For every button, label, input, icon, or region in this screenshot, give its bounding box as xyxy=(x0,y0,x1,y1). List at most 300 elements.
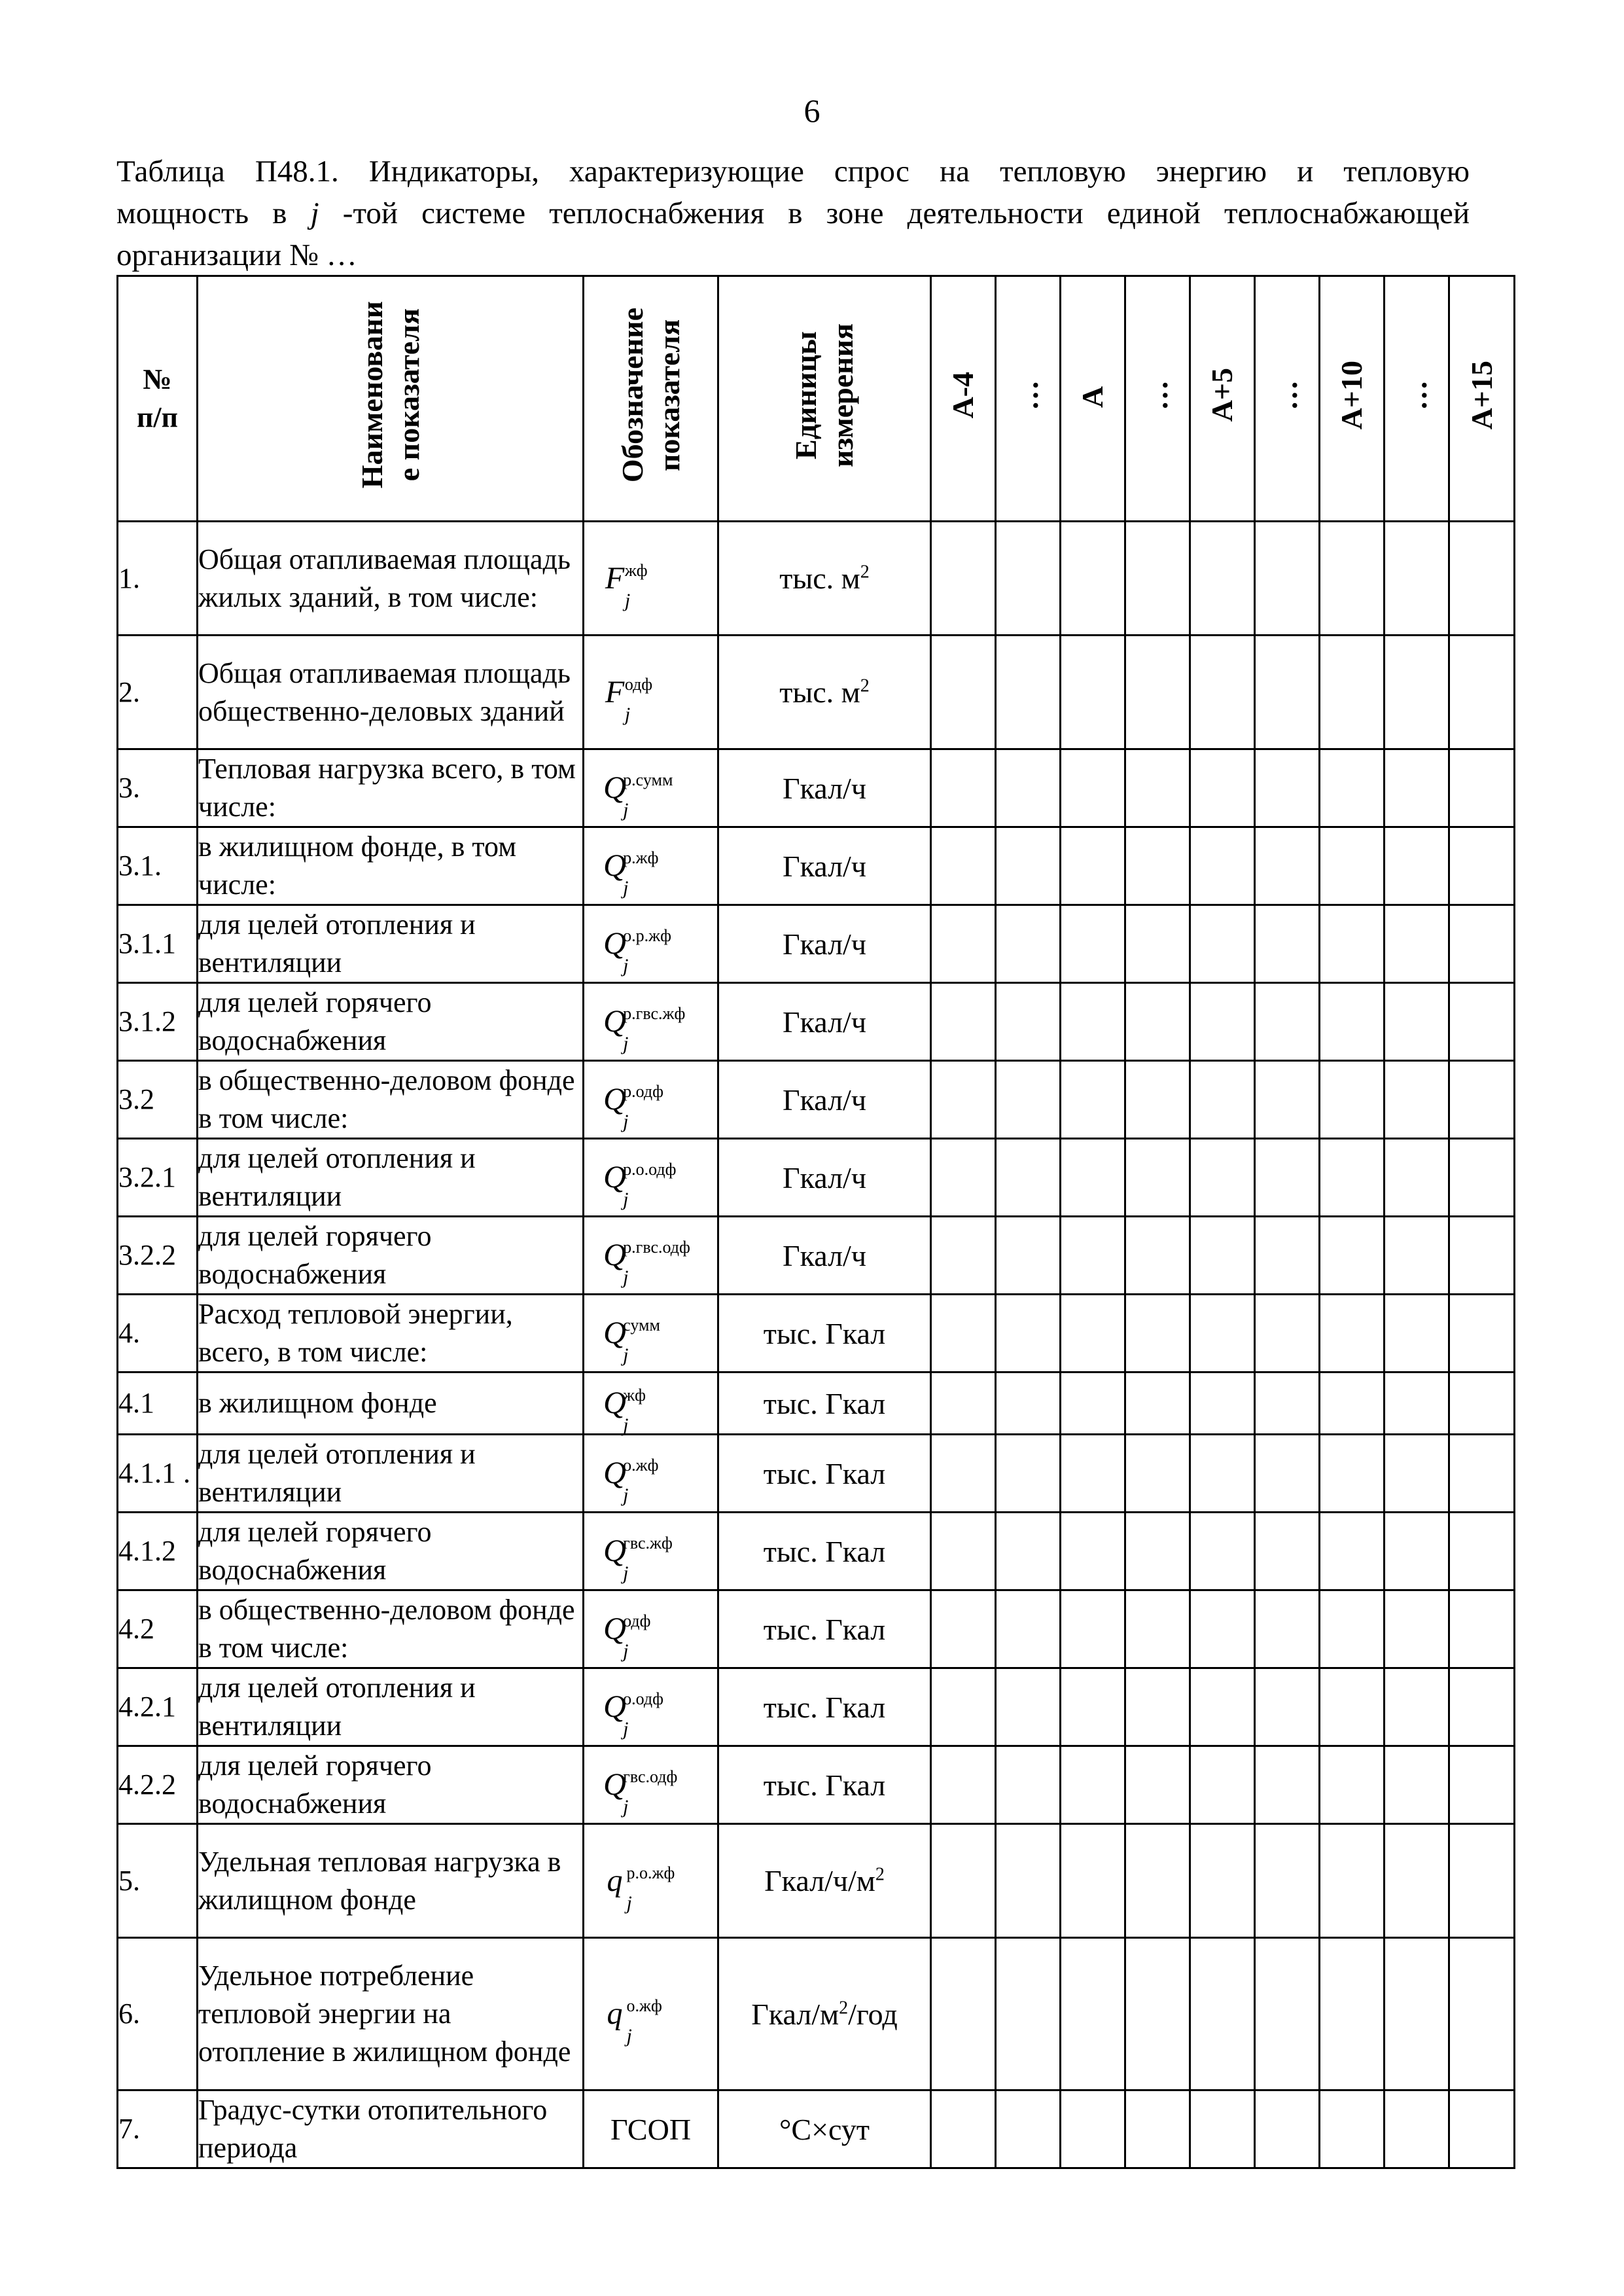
value-cell xyxy=(1061,905,1125,983)
header-unit-label xyxy=(788,323,861,467)
symbol-base: Q xyxy=(603,1767,626,1802)
header-name-line-1: Наименовани xyxy=(355,301,389,489)
row-number: 3.1.1 xyxy=(118,905,198,983)
value-cell xyxy=(1449,1139,1515,1217)
symbol-subscript: j xyxy=(623,877,629,899)
value-cell xyxy=(1255,827,1320,905)
value-cell xyxy=(1255,2090,1320,2168)
row-unit xyxy=(718,1295,931,1372)
symbol-subscript: j xyxy=(623,1796,629,1818)
value-cell xyxy=(1255,1746,1320,1824)
value-cell xyxy=(1255,1139,1320,1217)
value-cell xyxy=(996,636,1061,749)
unit-base: тыс. Гкал xyxy=(763,1456,886,1490)
value-cell xyxy=(1449,1938,1515,2090)
value-cell xyxy=(1190,1824,1255,1938)
symbol-superscript: р.о.одф xyxy=(623,1160,677,1179)
value-cell xyxy=(1125,749,1190,827)
header-year-label: А xyxy=(1076,386,1109,408)
unit-base: тыс. Гкал xyxy=(763,1316,886,1350)
value-cell xyxy=(1061,983,1125,1061)
value-cell xyxy=(1255,1435,1320,1513)
row-symbol xyxy=(584,1139,718,1217)
symbol-subscript: j xyxy=(624,589,631,611)
value-cell xyxy=(1255,1217,1320,1295)
value-cell xyxy=(1125,1824,1190,1938)
value-cell xyxy=(1320,1746,1385,1824)
value-cell xyxy=(931,1513,996,1590)
symbol-base: Q xyxy=(603,1004,626,1039)
unit-superscript: 2 xyxy=(875,1864,885,1885)
value-cell xyxy=(1190,1746,1255,1824)
symbol-formula xyxy=(603,1384,698,1436)
symbol-superscript: сумм xyxy=(623,1316,660,1335)
value-cell xyxy=(1061,1435,1125,1513)
row-indicator-name: для целей отопления и вентиляции xyxy=(198,1668,584,1746)
value-cell xyxy=(996,1746,1061,1824)
symbol-formula xyxy=(603,924,698,977)
symbol-base: Q xyxy=(603,1386,626,1420)
unit-base: Гкал/ч xyxy=(783,1238,866,1272)
value-cell xyxy=(1190,749,1255,827)
value-cell xyxy=(1125,1139,1190,1217)
value-cell xyxy=(1320,749,1385,827)
indicators-table xyxy=(116,275,1515,2169)
header-symbol-label xyxy=(614,308,688,482)
value-cell xyxy=(1449,522,1515,636)
symbol-base: Q xyxy=(603,1611,626,1646)
value-cell xyxy=(1061,749,1125,827)
value-cell xyxy=(1125,983,1190,1061)
symbol-base: q xyxy=(607,1863,623,1898)
symbol-subscript: j xyxy=(626,2025,632,2047)
row-symbol xyxy=(584,2090,718,2168)
symbol-superscript: р.жф xyxy=(623,848,659,867)
unit-base: Гкал/ч xyxy=(783,1160,866,1194)
symbol-formula xyxy=(603,1314,698,1366)
value-cell xyxy=(1190,1295,1255,1372)
value-cell xyxy=(1255,983,1320,1061)
value-cell xyxy=(1449,905,1515,983)
symbol-base: Q xyxy=(603,1689,626,1724)
symbol-formula xyxy=(603,1687,698,1740)
value-cell xyxy=(1125,1217,1190,1295)
row-symbol xyxy=(584,983,718,1061)
value-cell xyxy=(1255,1824,1320,1938)
caption-line-2-start: мощность в xyxy=(116,196,311,230)
symbol-superscript: о.р.жф xyxy=(623,926,671,945)
symbol-formula xyxy=(603,1609,698,1662)
row-symbol xyxy=(584,1590,718,1668)
header-row xyxy=(118,276,1515,522)
symbol-subscript: j xyxy=(623,1484,629,1506)
value-cell xyxy=(931,1590,996,1668)
header-unit-line-1: Единицы xyxy=(789,331,822,459)
row-symbol xyxy=(584,1824,718,1938)
value-cell xyxy=(1385,1295,1449,1372)
row-number: 5. xyxy=(118,1824,198,1938)
table-row xyxy=(118,636,1515,749)
value-cell xyxy=(931,1746,996,1824)
value-cell xyxy=(1061,1139,1125,1217)
table-row xyxy=(118,905,1515,983)
unit-base: Гкал/ч/м xyxy=(764,1864,875,1897)
row-symbol xyxy=(584,636,718,749)
header-year-a-plus-10 xyxy=(1320,276,1385,522)
value-cell xyxy=(996,1668,1061,1746)
value-cell xyxy=(1061,636,1125,749)
symbol-base: Q xyxy=(603,926,626,961)
value-cell xyxy=(931,749,996,827)
row-unit xyxy=(718,1513,931,1590)
table-row xyxy=(118,983,1515,1061)
value-cell xyxy=(1190,522,1255,636)
symbol-formula xyxy=(607,1861,695,1914)
value-cell xyxy=(996,1217,1061,1295)
row-unit xyxy=(718,1139,931,1217)
value-cell xyxy=(931,1824,996,1938)
value-cell xyxy=(1320,1295,1385,1372)
value-cell xyxy=(1385,905,1449,983)
value-cell xyxy=(1190,827,1255,905)
symbol-base: q xyxy=(607,1996,623,2031)
header-year-gap-3 xyxy=(1255,276,1320,522)
value-cell xyxy=(1385,636,1449,749)
value-cell xyxy=(1449,749,1515,827)
symbol-formula xyxy=(603,846,698,899)
unit-superscript: 2 xyxy=(839,1998,849,2018)
symbol-formula xyxy=(603,1236,698,1288)
value-cell xyxy=(931,1139,996,1217)
row-number: 4. xyxy=(118,1295,198,1372)
symbol-superscript: одф xyxy=(623,1611,651,1630)
value-cell xyxy=(931,983,996,1061)
value-cell xyxy=(931,1061,996,1139)
row-number: 2. xyxy=(118,636,198,749)
row-symbol xyxy=(584,1435,718,1513)
value-cell xyxy=(1449,1746,1515,1824)
row-indicator-name: Удельное потребление тепловой энергии на отопление в жилищном фонде xyxy=(198,1938,584,2090)
table-row xyxy=(118,1217,1515,1295)
symbol-subscript: j xyxy=(623,1266,629,1288)
value-cell xyxy=(1320,1217,1385,1295)
value-cell xyxy=(996,1295,1061,1372)
value-cell xyxy=(1190,1435,1255,1513)
unit-base: тыс. Гкал xyxy=(763,1690,886,1724)
row-symbol xyxy=(584,1746,718,1824)
value-cell xyxy=(1255,636,1320,749)
table-row xyxy=(118,1295,1515,1372)
symbol-formula xyxy=(607,1994,695,2047)
value-cell xyxy=(931,905,996,983)
table-row xyxy=(118,2090,1515,2168)
value-cell xyxy=(1125,905,1190,983)
value-cell xyxy=(1449,1824,1515,1938)
value-cell xyxy=(1320,1590,1385,1668)
row-unit xyxy=(718,1824,931,1938)
table-row xyxy=(118,1668,1515,1746)
symbol-superscript: о.одф xyxy=(623,1689,663,1708)
value-cell xyxy=(1125,1435,1190,1513)
header-name-label xyxy=(354,301,427,488)
row-unit xyxy=(718,983,931,1061)
row-number: 7. xyxy=(118,2090,198,2168)
value-cell xyxy=(1449,2090,1515,2168)
value-cell xyxy=(1320,1668,1385,1746)
header-year-label: … xyxy=(1011,380,1044,410)
header-year-label: … xyxy=(1400,380,1433,410)
value-cell xyxy=(1061,1061,1125,1139)
value-cell xyxy=(1449,827,1515,905)
caption-index-j: j xyxy=(310,196,319,230)
value-cell xyxy=(1385,1590,1449,1668)
row-number: 4.2 xyxy=(118,1590,198,1668)
symbol-formula xyxy=(603,1765,698,1818)
value-cell xyxy=(1061,522,1125,636)
caption-line-3: организации № … xyxy=(116,238,357,272)
row-indicator-name: для целей отопления и вентиляции xyxy=(198,905,584,983)
value-cell xyxy=(1061,1668,1125,1746)
row-indicator-name: для целей горячего водоснабжения xyxy=(198,1513,584,1590)
row-symbol xyxy=(584,1217,718,1295)
header-unit-line-2: измерения xyxy=(826,323,859,467)
row-symbol xyxy=(584,827,718,905)
table-row xyxy=(118,522,1515,636)
row-unit xyxy=(718,1372,931,1435)
unit-base: Гкал/ч xyxy=(783,1083,866,1117)
header-symbol-line-1: Обозначение xyxy=(615,307,649,483)
symbol-subscript: j xyxy=(623,799,629,821)
row-indicator-name: для целей отопления и вентиляции xyxy=(198,1139,584,1217)
value-cell xyxy=(996,983,1061,1061)
value-cell xyxy=(1190,1590,1255,1668)
row-number: 3.1.2 xyxy=(118,983,198,1061)
symbol-subscript: j xyxy=(623,1033,629,1054)
symbol-superscript: р.гвс.жф xyxy=(623,1004,686,1023)
row-number: 4.2.1 xyxy=(118,1668,198,1746)
header-name xyxy=(198,276,584,522)
value-cell xyxy=(1449,983,1515,1061)
row-symbol xyxy=(584,749,718,827)
symbol-subscript: j xyxy=(623,1189,629,1210)
value-cell xyxy=(931,1372,996,1435)
value-cell xyxy=(1385,522,1449,636)
symbol-subscript: j xyxy=(623,1111,629,1132)
header-year-a-minus-4 xyxy=(931,276,996,522)
symbol-subscript: j xyxy=(623,1344,629,1366)
value-cell xyxy=(1061,1295,1125,1372)
value-cell xyxy=(996,1061,1061,1139)
header-year-label: А+15 xyxy=(1464,360,1498,430)
symbol-base: Q xyxy=(603,1534,626,1568)
symbol-base: F xyxy=(605,674,625,709)
row-indicator-name: Тепловая нагрузка всего, в том числе: xyxy=(198,749,584,827)
symbol-superscript: одф xyxy=(624,674,653,694)
header-year-label: А+10 xyxy=(1335,360,1368,430)
value-cell xyxy=(1190,1061,1255,1139)
value-cell xyxy=(1061,1372,1125,1435)
value-cell xyxy=(1320,1372,1385,1435)
value-cell xyxy=(1385,1746,1449,1824)
row-indicator-name: Расход тепловой энергии, всего, в том числе: xyxy=(198,1295,584,1372)
value-cell xyxy=(1320,983,1385,1061)
value-cell xyxy=(1061,1590,1125,1668)
row-unit xyxy=(718,1590,931,1668)
symbol-formula xyxy=(603,1158,698,1210)
row-number: 3. xyxy=(118,749,198,827)
value-cell xyxy=(1061,1217,1125,1295)
value-cell xyxy=(1385,1824,1449,1938)
unit-base: тыс. Гкал xyxy=(763,1768,886,1802)
value-cell xyxy=(931,1435,996,1513)
header-year-a xyxy=(1061,276,1125,522)
header-year-gap-1 xyxy=(996,276,1061,522)
value-cell xyxy=(1190,905,1255,983)
value-cell xyxy=(1320,905,1385,983)
value-cell xyxy=(1125,827,1190,905)
value-cell xyxy=(931,522,996,636)
symbol-superscript: р.сумм xyxy=(623,770,673,789)
header-year-gap-4 xyxy=(1385,276,1449,522)
table-row xyxy=(118,1938,1515,2090)
value-cell xyxy=(996,1139,1061,1217)
value-cell xyxy=(1255,1372,1320,1435)
symbol-formula xyxy=(603,1454,698,1506)
value-cell xyxy=(1255,1938,1320,2090)
row-unit xyxy=(718,522,931,636)
unit-base: Гкал/ч xyxy=(783,1005,866,1039)
row-number: 4.1.1 . xyxy=(118,1435,198,1513)
value-cell xyxy=(1061,1938,1125,2090)
value-cell xyxy=(1190,636,1255,749)
value-cell xyxy=(996,1938,1061,2090)
table-row xyxy=(118,827,1515,905)
row-unit xyxy=(718,1061,931,1139)
row-indicator-name: в общественно-деловом фонде в том числе: xyxy=(198,1061,584,1139)
row-unit xyxy=(718,905,931,983)
symbol-superscript: гвс.одф xyxy=(623,1767,678,1786)
symbol-subscript: j xyxy=(624,703,631,725)
value-cell xyxy=(1125,1372,1190,1435)
value-cell xyxy=(1255,1590,1320,1668)
value-cell xyxy=(1449,1217,1515,1295)
value-cell xyxy=(996,1590,1061,1668)
symbol-formula xyxy=(605,559,696,611)
header-year-label: … xyxy=(1270,380,1303,410)
symbol-base: Q xyxy=(603,1316,626,1350)
row-symbol xyxy=(584,1513,718,1590)
value-cell xyxy=(996,2090,1061,2168)
value-cell xyxy=(1385,1139,1449,1217)
row-unit xyxy=(718,1668,931,1746)
row-unit xyxy=(718,1746,931,1824)
row-number: 4.2.2 xyxy=(118,1746,198,1824)
symbol-formula xyxy=(603,768,698,821)
value-cell xyxy=(996,1372,1061,1435)
unit-base: °С×сут xyxy=(779,2112,870,2146)
row-symbol xyxy=(584,522,718,636)
row-indicator-name: Общая отапливаемая площадь жилых зданий, в том числе: xyxy=(198,522,584,636)
value-cell xyxy=(1190,983,1255,1061)
value-cell xyxy=(1385,1435,1449,1513)
symbol-base: F xyxy=(605,560,625,596)
value-cell xyxy=(1449,636,1515,749)
value-cell xyxy=(1255,1295,1320,1372)
symbol-formula xyxy=(603,1002,698,1054)
value-cell xyxy=(1061,827,1125,905)
unit-superscript: 2 xyxy=(860,675,870,696)
row-number: 3.1. xyxy=(118,827,198,905)
value-cell xyxy=(1320,1061,1385,1139)
table-body xyxy=(118,522,1515,2168)
row-indicator-name: для целей отопления и вентиляции xyxy=(198,1435,584,1513)
table-row xyxy=(118,1139,1515,1217)
value-cell xyxy=(1320,827,1385,905)
row-number: 3.2.2 xyxy=(118,1217,198,1295)
table-row xyxy=(118,1513,1515,1590)
value-cell xyxy=(931,1295,996,1372)
header-unit xyxy=(718,276,931,522)
value-cell xyxy=(996,905,1061,983)
value-cell xyxy=(1385,749,1449,827)
value-cell xyxy=(1125,1668,1190,1746)
value-cell xyxy=(1449,1668,1515,1746)
value-cell xyxy=(1320,522,1385,636)
symbol-subscript: j xyxy=(626,1892,632,1914)
symbol-formula xyxy=(603,1080,698,1132)
value-cell xyxy=(1449,1590,1515,1668)
symbol-superscript: жф xyxy=(623,1386,646,1405)
row-unit xyxy=(718,2090,931,2168)
value-cell xyxy=(1125,2090,1190,2168)
value-cell xyxy=(1385,1938,1449,2090)
row-indicator-name: Общая отапливаемая площадь общественно-деловых зданий xyxy=(198,636,584,749)
header-year-a-plus-5 xyxy=(1190,276,1255,522)
symbol-superscript: р.одф xyxy=(623,1082,663,1101)
row-unit xyxy=(718,827,931,905)
unit-superscript: 2 xyxy=(860,562,870,583)
value-cell xyxy=(1449,1435,1515,1513)
symbol-subscript: j xyxy=(623,1640,629,1662)
caption-line-2 xyxy=(116,192,1470,234)
value-cell xyxy=(1449,1513,1515,1590)
value-cell xyxy=(1385,1668,1449,1746)
value-cell xyxy=(1125,636,1190,749)
symbol-base: Q xyxy=(603,1238,626,1272)
symbol-base: Q xyxy=(603,1082,626,1117)
value-cell xyxy=(1449,1061,1515,1139)
value-cell xyxy=(1125,1938,1190,2090)
value-cell xyxy=(1190,1372,1255,1435)
row-indicator-name: в общественно-деловом фонде в том числе: xyxy=(198,1590,584,1668)
header-year-label: … xyxy=(1140,380,1174,410)
value-cell xyxy=(1190,1668,1255,1746)
value-cell xyxy=(1125,522,1190,636)
row-unit xyxy=(718,1938,931,2090)
row-number: 3.2.1 xyxy=(118,1139,198,1217)
table-row xyxy=(118,1435,1515,1513)
value-cell xyxy=(1125,1590,1190,1668)
symbol-superscript: жф xyxy=(624,560,648,580)
symbol-base: Q xyxy=(603,770,626,805)
value-cell xyxy=(1061,2090,1125,2168)
row-symbol xyxy=(584,1938,718,2090)
value-cell xyxy=(931,1217,996,1295)
row-symbol xyxy=(584,905,718,983)
unit-tail: /год xyxy=(848,1997,898,2031)
value-cell xyxy=(931,2090,996,2168)
header-num xyxy=(118,276,198,522)
